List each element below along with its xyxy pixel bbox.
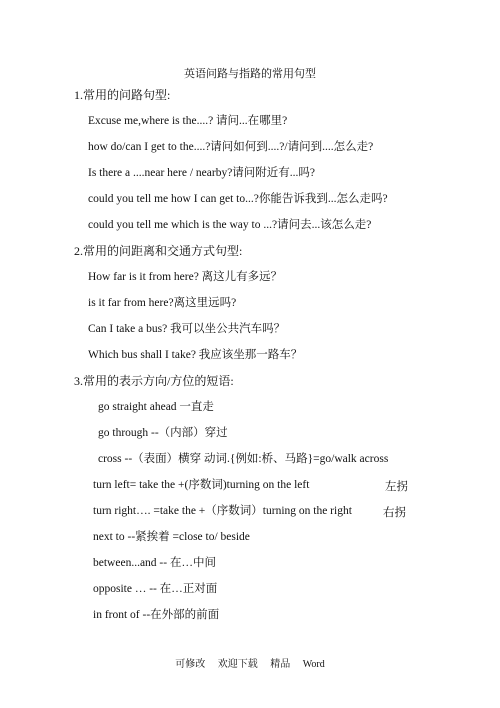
footer-text: Word [302, 659, 325, 670]
section-1-item: Is there a ....near here / nearby?请问附近有...吗? [88, 167, 316, 179]
document-title: 英语问路与指路的常用句型 [184, 68, 316, 80]
section-2-item: Can I take a bus? 我可以坐公共汽车吗？ [88, 323, 286, 335]
section-1-item: could you tell me which is the way to ...?请问去...该怎么走? [88, 219, 372, 231]
footer-text: 精品 [270, 659, 291, 670]
section-2-heading: 2.常用的问距离和交通方式句型: [74, 244, 243, 258]
page-footer [0, 655, 500, 670]
section-1-heading: 1.常用的问路句型: [74, 88, 171, 102]
section-3-item: cross --（表面）横穿 动词.{例如:桥、马路}=go/walk across [98, 453, 389, 465]
turn-left-meaning: 左拐 [385, 481, 408, 493]
turn-right-meaning: 右拐 [383, 507, 406, 519]
footer-text: 欢迎下载 [217, 659, 258, 670]
section-3-item: between...and -- 在…中间 [93, 557, 216, 569]
section-3-item: opposite … -- 在…正对面 [93, 583, 218, 595]
footer-text: 可修改 [175, 659, 206, 670]
section-3-heading: 3.常用的表示方向/方位的短语: [74, 374, 234, 388]
section-2-item: Which bus shall I take? 我应该坐那一路车？ [88, 349, 303, 361]
section-3-item: next to --紧挨着 =close to/ beside [93, 531, 250, 543]
turn-right-phrase: turn right…. =take the +（序数词）turning on the right [93, 505, 352, 517]
turn-left-phrase: turn left= take the +(序数词)turning on the left [93, 479, 310, 491]
section-2-item: is it far from here?离这里远吗? [88, 297, 237, 309]
section-2-item: How far is it from here? 离这儿有多远？ [88, 271, 283, 283]
section-1-item: how do/can I get to the....?请问如何到....?/请问到....怎么走? [88, 141, 374, 153]
section-3-item: go straight ahead 一直走 [98, 401, 214, 413]
section-3-item: go through --（内部）穿过 [98, 427, 228, 439]
section-1-item: Excuse me,where is the....? 请问...在哪里? [88, 115, 288, 127]
section-3-item: in front of --在外部的前面 [93, 609, 220, 621]
section-1-item: could you tell me how I can get to...?你能告诉我到...怎么走吗? [88, 193, 388, 205]
